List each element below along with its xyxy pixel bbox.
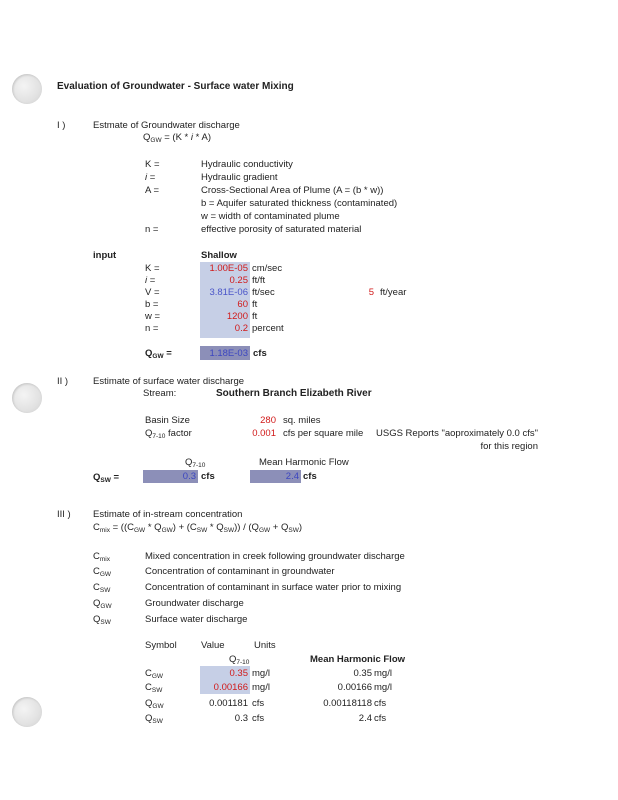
def-text: Groundwater discharge — [145, 598, 244, 609]
table-row-unit-harmonic: cfs — [374, 698, 387, 709]
qgw-result-unit: cfs — [253, 348, 267, 359]
table-row-symbol: $Q_{SW}$ — [145, 713, 163, 725]
def-text: Concentration of contaminant in surface water prior to mixing — [145, 582, 402, 593]
table-header-q710: $Q_{7-10}$ — [229, 654, 250, 666]
qgw-label: $Q_{GW}$ = — [145, 348, 172, 360]
table-header-harmonic-flow: Mean Harmonic Flow — [310, 654, 406, 665]
section3-heading: Estimate of in-stream concentration — [93, 509, 243, 520]
def-text: Surface water discharge — [145, 614, 248, 625]
table-row-symbol: $C_{GW}$ — [145, 668, 164, 680]
usgs-note-line2: for this region — [480, 441, 538, 452]
harmonic-flow-column-label: Mean Harmonic Flow — [259, 457, 349, 468]
shallow-column-label: Shallow — [201, 250, 237, 261]
def-text: Cross-Sectional Area of Plume (A = (b * w)) — [201, 185, 384, 196]
def-symbol: A = — [145, 185, 159, 196]
binder-hole-bottom — [12, 697, 42, 727]
table-header-units: Units — [254, 640, 276, 651]
input-label: input — [93, 250, 117, 261]
basin-size-value: 280 — [260, 415, 276, 426]
qgw-result-value: 1.18E-03 — [209, 348, 248, 359]
def-text: b = Aquifer saturated thickness (contaminated) — [201, 198, 398, 209]
table-row-unit-q710: cfs — [252, 713, 265, 724]
input-value: 3.81E-06 — [209, 287, 248, 298]
table-header-value: Value — [201, 640, 225, 651]
input-symbol: i = — [145, 275, 156, 286]
section2-heading: Estimate of surface water discharge — [93, 376, 245, 387]
qsw-q710-unit: cfs — [201, 471, 215, 482]
def-text: Hydraulic conductivity — [201, 159, 293, 170]
q710-factor-label: $Q_{7-10}$ factor — [145, 428, 192, 440]
def-symbol: i = — [145, 172, 156, 183]
input-symbol: V = — [145, 287, 160, 298]
table-row-unit-q710: mg/l — [252, 668, 270, 679]
section3-equation: $C_{mix} = ((C_{GW} * Q_{GW}) + (C_{SW} * Q_{SW})) / (Q_{GW} + Q_{SW})$ — [93, 522, 303, 534]
basin-size-unit: sq. miles — [283, 415, 321, 426]
section1-heading: Estmate of Groundwater discharge — [93, 120, 240, 131]
usgs-note: USGS Reports "aoproximately 0.0 cfs" — [376, 428, 538, 439]
def-symbol: $Q_{SW}$ — [93, 614, 111, 626]
table-row-unit-harmonic: mg/l — [374, 668, 392, 679]
table-row-unit-harmonic: mg/l — [374, 682, 392, 693]
table-row-value-harmonic: 2.4 — [358, 713, 372, 724]
table-row-unit-q710: cfs — [252, 698, 265, 709]
input-unit: ft — [252, 299, 258, 310]
table-row-symbol: $C_{SW}$ — [145, 682, 163, 694]
table-row-value-q710: 0.001181 — [209, 698, 248, 709]
section1-equation: $Q_{GW} = (K * i * A)$ — [143, 132, 211, 144]
def-symbol: $C_{GW}$ — [93, 566, 112, 578]
table-row-value-q710: 0.35 — [229, 668, 248, 679]
binder-hole-top — [12, 74, 42, 104]
q710-factor-value: 0.001 — [252, 428, 276, 439]
input-value: 60 — [237, 299, 248, 310]
input-value: 0.25 — [229, 275, 248, 286]
table-row-unit-harmonic: cfs — [374, 713, 387, 724]
input-symbol: n = — [145, 323, 159, 334]
table-row-value-harmonic: 0.00166 — [337, 682, 372, 693]
qsw-harmonic-unit: cfs — [303, 471, 317, 482]
input-symbol: w = — [145, 311, 161, 322]
def-symbol: K = — [145, 159, 160, 170]
table-row-value-harmonic: 0.35 — [353, 668, 372, 679]
input-unit: ft/sec — [252, 287, 275, 298]
input-unit: ft — [252, 311, 258, 322]
input-symbol: K = — [145, 263, 160, 274]
def-text: Concentration of contaminant in groundwater — [145, 566, 335, 577]
table-row-unit-q710: mg/l — [252, 682, 270, 693]
table-row-value-q710: 0.00166 — [213, 682, 248, 693]
input-unit: percent — [252, 323, 284, 334]
stream-label: Stream: — [143, 388, 177, 399]
def-text: Hydraulic gradient — [201, 172, 278, 183]
input-value: 1.00E-05 — [209, 263, 248, 274]
def-symbol: $C_{SW}$ — [93, 582, 111, 594]
qsw-harmonic-value: 2.4 — [285, 471, 299, 482]
q710-column-label: $Q_{7-10}$ — [185, 457, 206, 469]
velocity-per-year-value: 5 — [368, 287, 374, 298]
q710-factor-unit: cfs per square mile — [283, 428, 364, 439]
input-value: 0.2 — [234, 323, 248, 334]
input-unit: cm/sec — [252, 263, 283, 274]
qsw-q710-value: 0.3 — [182, 471, 196, 482]
stream-name: Southern Branch Elizabeth River — [216, 388, 372, 399]
def-text: Mixed concentration in creek following groundwater discharge — [145, 551, 405, 562]
def-text: w = width of contaminated plume — [201, 211, 340, 222]
page-title: Evaluation of Groundwater - Surface water Mixing — [57, 81, 294, 92]
table-row-value-harmonic: 0.00118118 — [323, 698, 372, 709]
table-header-symbol: Symbol — [145, 640, 177, 651]
qsw-label: $Q_{SW}$ = — [93, 472, 120, 484]
def-symbol: $C_{mix}$ — [93, 551, 110, 563]
basin-size-label: Basin Size — [145, 415, 190, 426]
binder-hole-middle — [12, 383, 42, 413]
section2-roman: II ) — [57, 376, 69, 387]
def-symbol: $Q_{GW}$ — [93, 598, 112, 610]
table-row-value-q710: 0.3 — [234, 713, 248, 724]
table-row-symbol: $Q_{GW}$ — [145, 698, 164, 710]
velocity-per-year-unit: ft/year — [380, 287, 407, 298]
input-symbol: b = — [145, 299, 159, 310]
section3-roman: III ) — [57, 509, 71, 520]
input-unit: ft/ft — [252, 275, 266, 286]
def-symbol: n = — [145, 224, 159, 235]
def-text: effective porosity of saturated material — [201, 224, 362, 235]
input-value: 1200 — [226, 311, 248, 322]
section1-roman: I ) — [57, 120, 66, 131]
